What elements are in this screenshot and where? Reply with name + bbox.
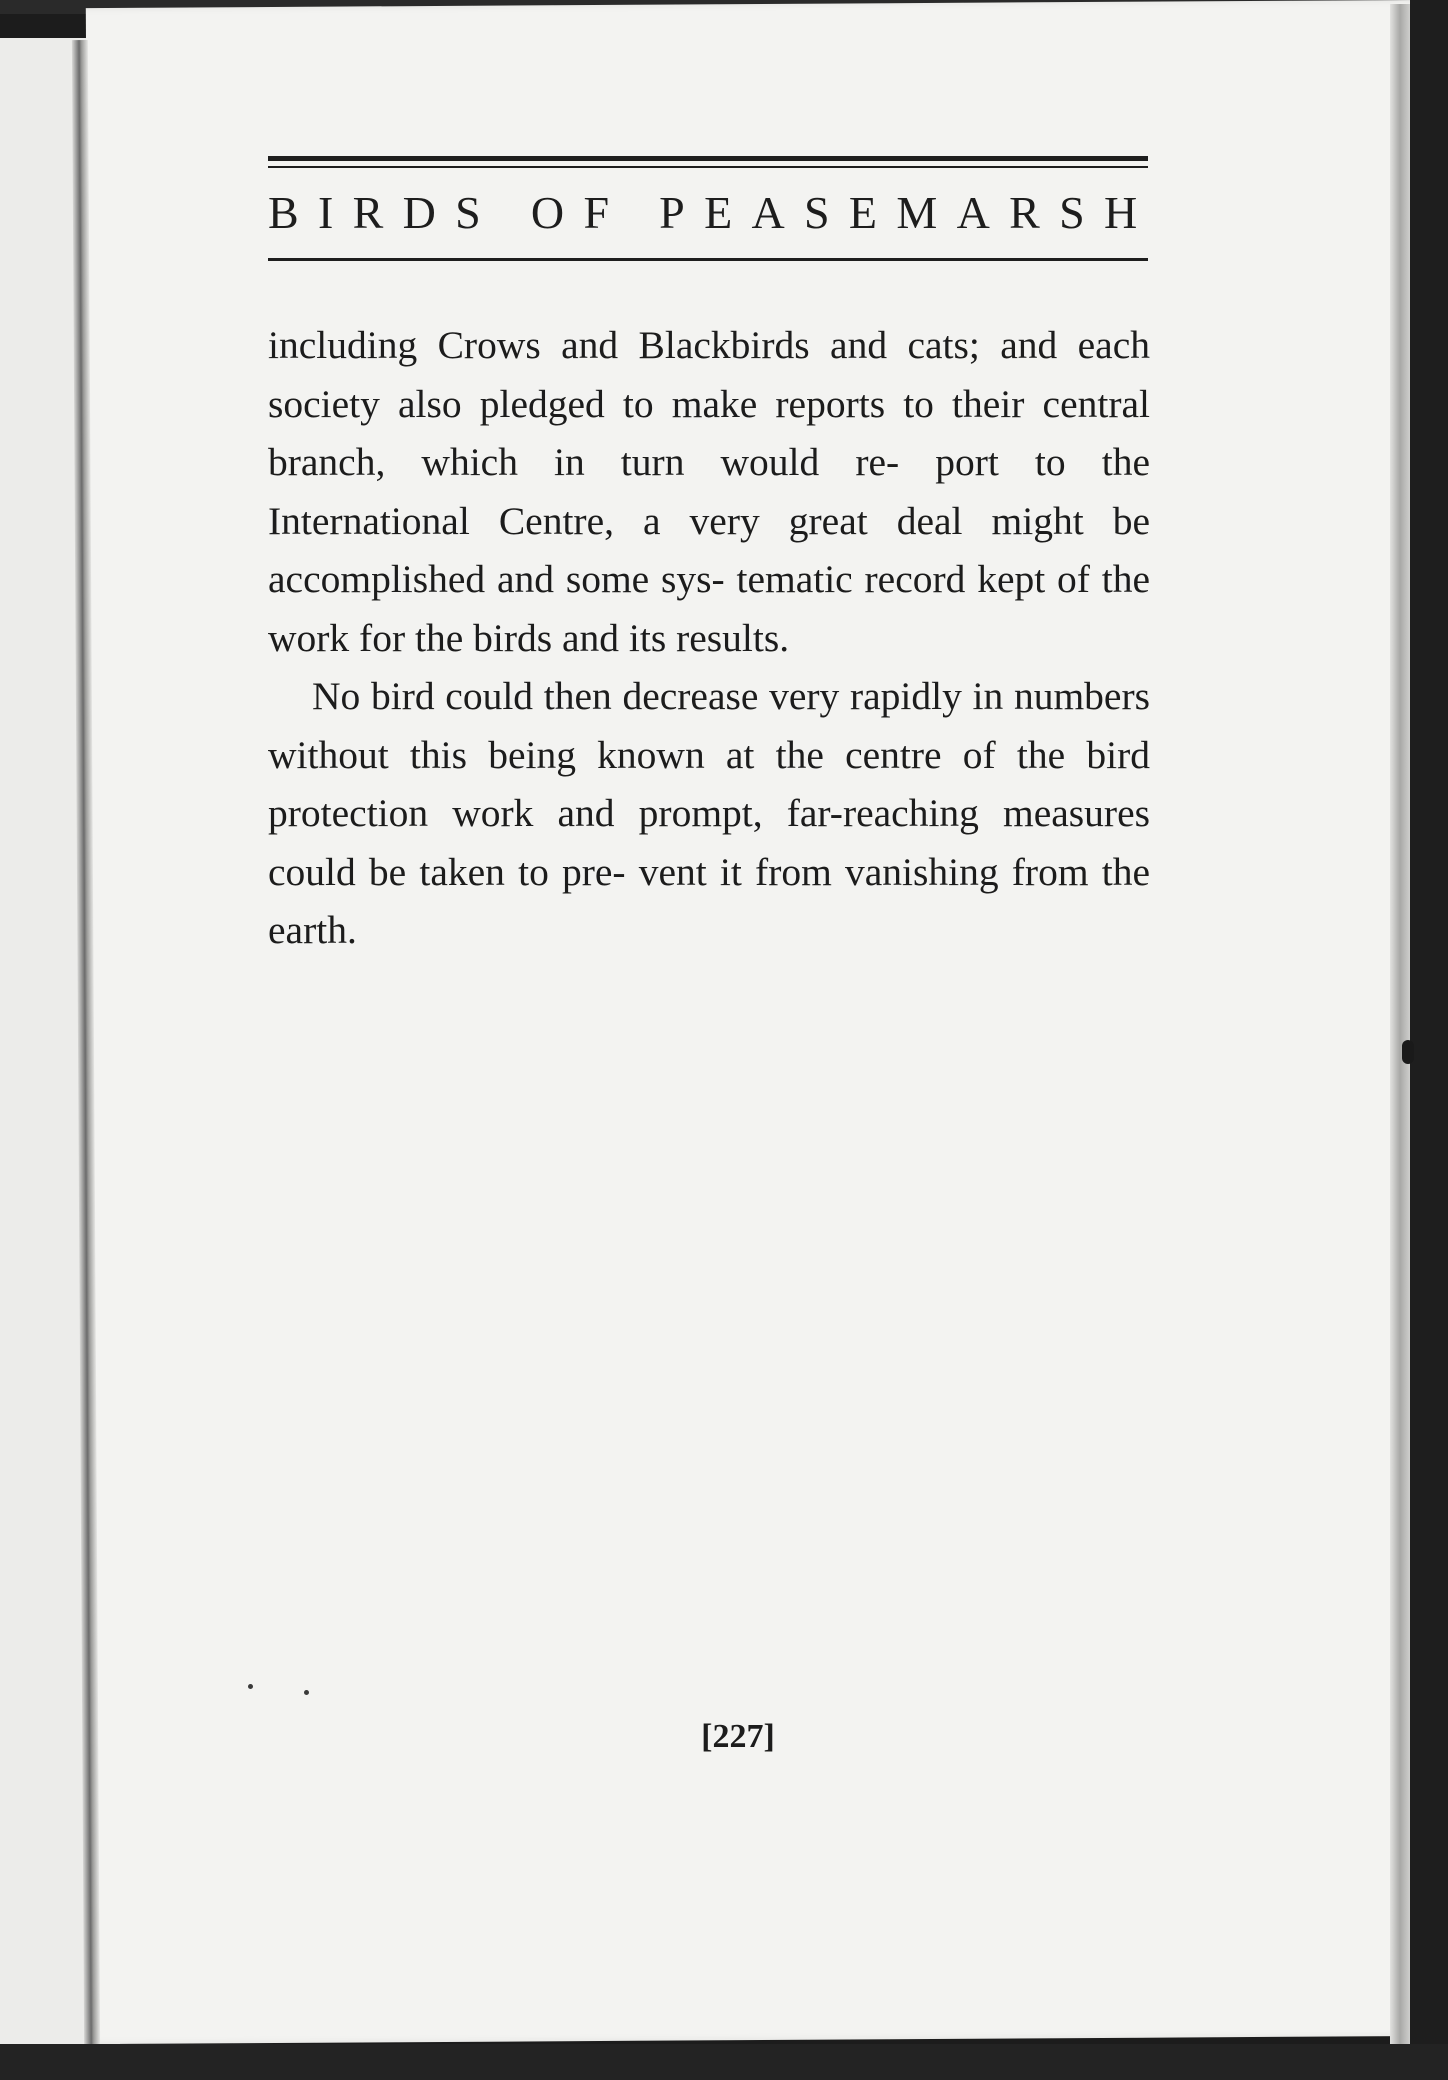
header-rule-bottom <box>268 258 1148 261</box>
page-header <box>268 156 1157 261</box>
paragraph-continuation: including Crows and Blackbirds and cats; and each society also pledged to make reports to their central branch, which in turn would re- port to the International Centre, a very great deal might be accomplished and some sys- tematic record kept of the work for the birds and its results. <box>268 323 1150 660</box>
ink-speck <box>248 1684 253 1689</box>
header-rule-top <box>268 156 1148 161</box>
scan-bottom-border <box>0 2044 1448 2080</box>
running-head: BIRDS OF PEASEMARSH <box>268 187 1157 238</box>
paragraph: No bird could then decrease very rapidly in numbers without this being known at the centre of the bird protection work and prompt, far-reaching measures could be taken to pre- vent it from vanishing from the earth. <box>268 674 1150 952</box>
page-body <box>268 316 1150 960</box>
page-right-edge <box>1390 4 1410 2044</box>
header-rule-second <box>268 166 1148 168</box>
scan-right-border <box>1410 0 1448 2080</box>
binding-mark <box>1402 1040 1414 1064</box>
ink-speck <box>304 1690 309 1695</box>
page-number: [227] <box>701 1718 775 1755</box>
